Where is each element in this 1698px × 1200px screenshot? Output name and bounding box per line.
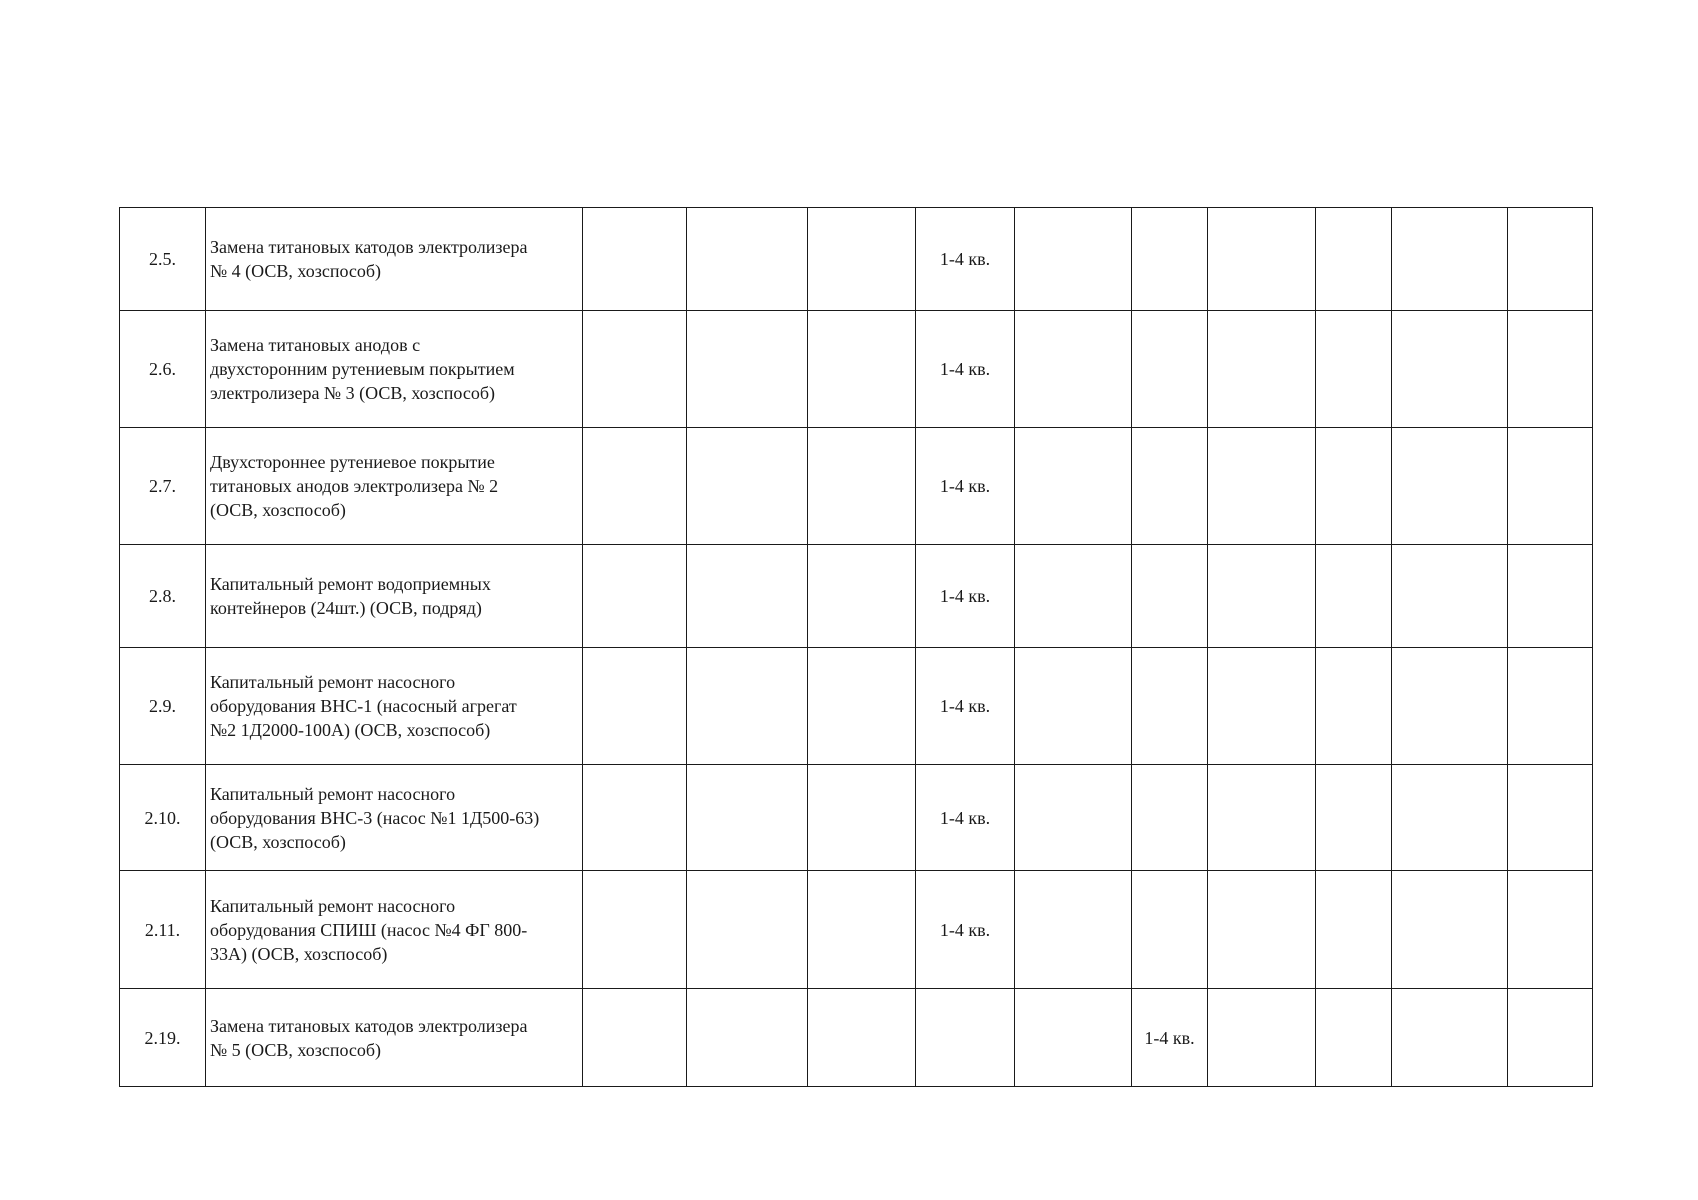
empty-cell [1132, 311, 1208, 428]
empty-cell [1132, 648, 1208, 765]
empty-cell [1508, 428, 1593, 545]
description-line: Капитальный ремонт насосного [210, 895, 456, 916]
empty-cell [1015, 648, 1132, 765]
empty-cell [1392, 545, 1508, 648]
empty-cell [583, 871, 687, 989]
schedule-term: 1-4 кв. [916, 545, 1015, 648]
empty-cell [1208, 545, 1316, 648]
empty-cell [1316, 765, 1392, 871]
empty-cell [1208, 989, 1316, 1087]
work-description [206, 648, 583, 765]
empty-cell [1015, 311, 1132, 428]
description-line: Капитальный ремонт водоприемных [210, 574, 491, 594]
table-row [120, 208, 1593, 311]
empty-cell [687, 428, 808, 545]
row-number: 2.6. [120, 311, 206, 428]
empty-cell [583, 428, 687, 545]
empty-cell [1316, 648, 1392, 765]
empty-cell [1015, 871, 1132, 989]
empty-cell [1508, 989, 1593, 1087]
empty-cell [583, 208, 687, 311]
table-row [120, 648, 1593, 765]
schedule-term: 1-4 кв. [916, 428, 1015, 545]
empty-cell [1132, 208, 1208, 311]
empty-cell [916, 989, 1015, 1087]
description-line: оборудования ВНС-3 (насос №1 1Д500-63) [210, 807, 540, 828]
empty-cell [1015, 428, 1132, 545]
empty-cell [1508, 648, 1593, 765]
description-line: Капитальный ремонт насосного [210, 783, 456, 804]
table-row [120, 765, 1593, 871]
work-schedule-table [119, 207, 1593, 1087]
description-line: 33А) (ОСВ, хозспособ) [210, 943, 388, 964]
empty-cell [583, 311, 687, 428]
row-number: 2.11. [120, 871, 206, 989]
empty-cell [1508, 311, 1593, 428]
empty-cell [808, 989, 916, 1087]
description-line: (ОСВ, хозспособ) [210, 500, 346, 520]
description-line: Замена титановых катодов электролизера [210, 237, 528, 257]
schedule-term: 1-4 кв. [916, 208, 1015, 311]
empty-cell [1316, 428, 1392, 545]
work-description [206, 989, 583, 1087]
empty-cell [1316, 311, 1392, 428]
description-line: двухсторонним рутениевым покрытием [210, 359, 515, 379]
empty-cell [1316, 989, 1392, 1087]
row-number: 2.9. [120, 648, 206, 765]
empty-cell [808, 765, 916, 871]
empty-cell [687, 545, 808, 648]
empty-cell [1392, 989, 1508, 1087]
work-description [206, 871, 583, 989]
empty-cell [808, 871, 916, 989]
empty-cell [1132, 428, 1208, 545]
empty-cell [687, 765, 808, 871]
empty-cell [1208, 765, 1316, 871]
work-description [206, 765, 583, 871]
row-number: 2.8. [120, 545, 206, 648]
empty-cell [583, 765, 687, 871]
empty-cell [583, 648, 687, 765]
empty-cell [1132, 545, 1208, 648]
description-line: Капитальный ремонт насосного [210, 672, 456, 692]
description-line: оборудования СПИШ (насос №4 ФГ 800- [210, 919, 528, 940]
description-line: Двухстороннее рутениевое покрытие [210, 452, 495, 472]
table-row [120, 989, 1593, 1087]
empty-cell [1316, 871, 1392, 989]
description-line: № 4 (ОСВ, хозспособ) [210, 261, 382, 281]
empty-cell [1208, 648, 1316, 765]
work-description [206, 545, 583, 648]
empty-cell [1208, 428, 1316, 545]
empty-cell [1392, 428, 1508, 545]
empty-cell [1508, 765, 1593, 871]
row-number: 2.19. [120, 989, 206, 1087]
empty-cell [1015, 765, 1132, 871]
work-description [206, 208, 583, 311]
work-description [206, 311, 583, 428]
empty-cell [1392, 648, 1508, 765]
work-description [206, 428, 583, 545]
table-row [120, 871, 1593, 989]
empty-cell [1015, 989, 1132, 1087]
row-number: 2.5. [120, 208, 206, 311]
description-line: контейнеров (24шт.) (ОСВ, подряд) [210, 598, 482, 618]
empty-cell [808, 311, 916, 428]
empty-cell [1015, 545, 1132, 648]
table-row [120, 545, 1593, 648]
empty-cell [1015, 208, 1132, 311]
empty-cell [583, 989, 687, 1087]
empty-cell [808, 208, 916, 311]
description-line: (ОСВ, хозспособ) [210, 831, 346, 852]
row-number: 2.10. [120, 765, 206, 871]
empty-cell [1208, 871, 1316, 989]
empty-cell [808, 648, 916, 765]
empty-cell [687, 311, 808, 428]
description-line: титановых анодов электролизера № 2 [210, 476, 499, 496]
empty-cell [808, 545, 916, 648]
row-number: 2.7. [120, 428, 206, 545]
empty-cell [1508, 871, 1593, 989]
schedule-term: 1-4 кв. [916, 765, 1015, 871]
empty-cell [583, 545, 687, 648]
empty-cell [1392, 765, 1508, 871]
description-line: № 5 (ОСВ, хозспособ) [210, 1039, 382, 1060]
schedule-term: 1-4 кв. [916, 871, 1015, 989]
empty-cell [687, 208, 808, 311]
empty-cell [1132, 765, 1208, 871]
description-line: оборудования ВНС-1 (насосный агрегат [210, 696, 517, 716]
description-line: Замена титановых катодов электролизера [210, 1015, 528, 1036]
empty-cell [1508, 545, 1593, 648]
empty-cell [687, 989, 808, 1087]
empty-cell [808, 428, 916, 545]
empty-cell [1208, 311, 1316, 428]
empty-cell [1132, 871, 1208, 989]
table-row [120, 311, 1593, 428]
empty-cell [687, 871, 808, 989]
schedule-term: 1-4 кв. [916, 648, 1015, 765]
empty-cell [1392, 871, 1508, 989]
description-line: Замена титановых анодов с [210, 335, 421, 355]
empty-cell [1316, 208, 1392, 311]
description-line: №2 1Д2000-100А) (ОСВ, хозспособ) [210, 720, 491, 740]
schedule-term: 1-4 кв. [916, 311, 1015, 428]
empty-cell [1392, 208, 1508, 311]
empty-cell [1316, 545, 1392, 648]
empty-cell [1392, 311, 1508, 428]
table-row [120, 428, 1593, 545]
schedule-term: 1-4 кв. [1132, 989, 1208, 1087]
empty-cell [1508, 208, 1593, 311]
empty-cell [687, 648, 808, 765]
description-line: электролизера № 3 (ОСВ, хозспособ) [210, 383, 495, 403]
empty-cell [1208, 208, 1316, 311]
